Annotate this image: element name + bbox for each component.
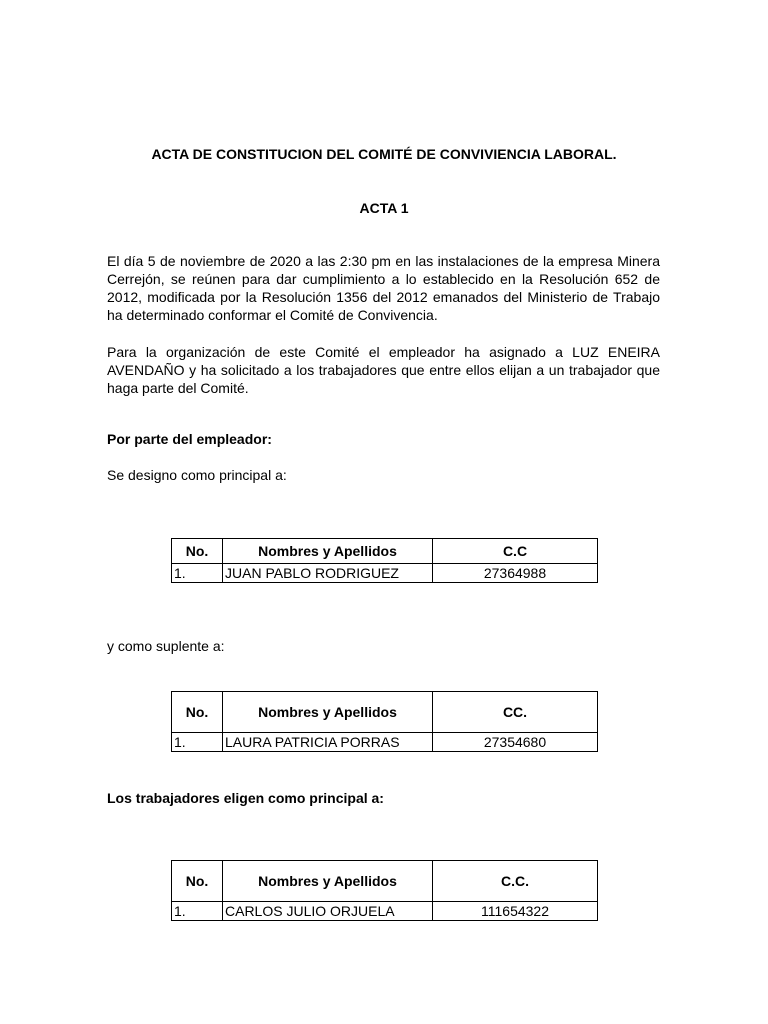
- cell-cc: 111654322: [433, 902, 598, 921]
- cell-name: JUAN PABLO RODRIGUEZ: [223, 564, 433, 583]
- header-no: No.: [172, 539, 223, 564]
- cell-name: CARLOS JULIO ORJUELA: [223, 902, 433, 921]
- header-no: No.: [172, 861, 223, 902]
- cell-no: 1.: [172, 564, 223, 583]
- cell-cc: 27354680: [433, 733, 598, 752]
- header-no: No.: [172, 692, 223, 733]
- header-cc: CC.: [433, 692, 598, 733]
- paragraph-organization: Para la organización de este Comité el empleador ha asignado a LUZ ENEIRA AVENDAÑO y ha solicitado a los trabajadores que entre ellos elijan a un trabajador que haga parte del Comité.: [107, 344, 660, 396]
- table-row: [172, 902, 598, 921]
- table-row: [172, 733, 598, 752]
- suplente-intro: y como suplente a:: [107, 638, 225, 654]
- workers-heading: Los trabajadores eligen como principal a:: [107, 790, 384, 806]
- cell-name: LAURA PATRICIA PORRAS: [223, 733, 433, 752]
- table-header-row: [172, 539, 598, 564]
- header-names: Nombres y Apellidos: [223, 861, 433, 902]
- header-cc: C.C.: [433, 861, 598, 902]
- principal-intro: Se designo como principal a:: [107, 467, 287, 483]
- cell-no: 1.: [172, 733, 223, 752]
- paragraph-meeting: El día 5 de noviembre de 2020 a las 2:30 pm en las instalaciones de la empresa Minera Cerrejón, se reúnen para dar cumplimiento a lo establecido en la Resolución 652 de 2012, modificada por la Resolución 1356 del 2012 emanados del Ministerio de Trabajo ha determinado conformar el Comité de Convivencia.: [107, 253, 660, 323]
- cell-no: 1.: [172, 902, 223, 921]
- table-row: [172, 564, 598, 583]
- table-header-row: [172, 861, 598, 902]
- header-cc: C.C: [433, 539, 598, 564]
- employer-heading: Por parte del empleador:: [107, 431, 272, 447]
- workers-principal-table: [171, 860, 598, 921]
- header-names: Nombres y Apellidos: [223, 692, 433, 733]
- document-title: ACTA DE CONSTITUCION DEL COMITÉ DE CONVIVIENCIA LABORAL.: [151, 146, 617, 162]
- header-names: Nombres y Apellidos: [223, 539, 433, 564]
- suplente-table: [171, 691, 598, 752]
- principal-table: [171, 538, 598, 583]
- cell-cc: 27364988: [433, 564, 598, 583]
- table-header-row: [172, 692, 598, 733]
- acta-number: ACTA 1: [359, 200, 409, 216]
